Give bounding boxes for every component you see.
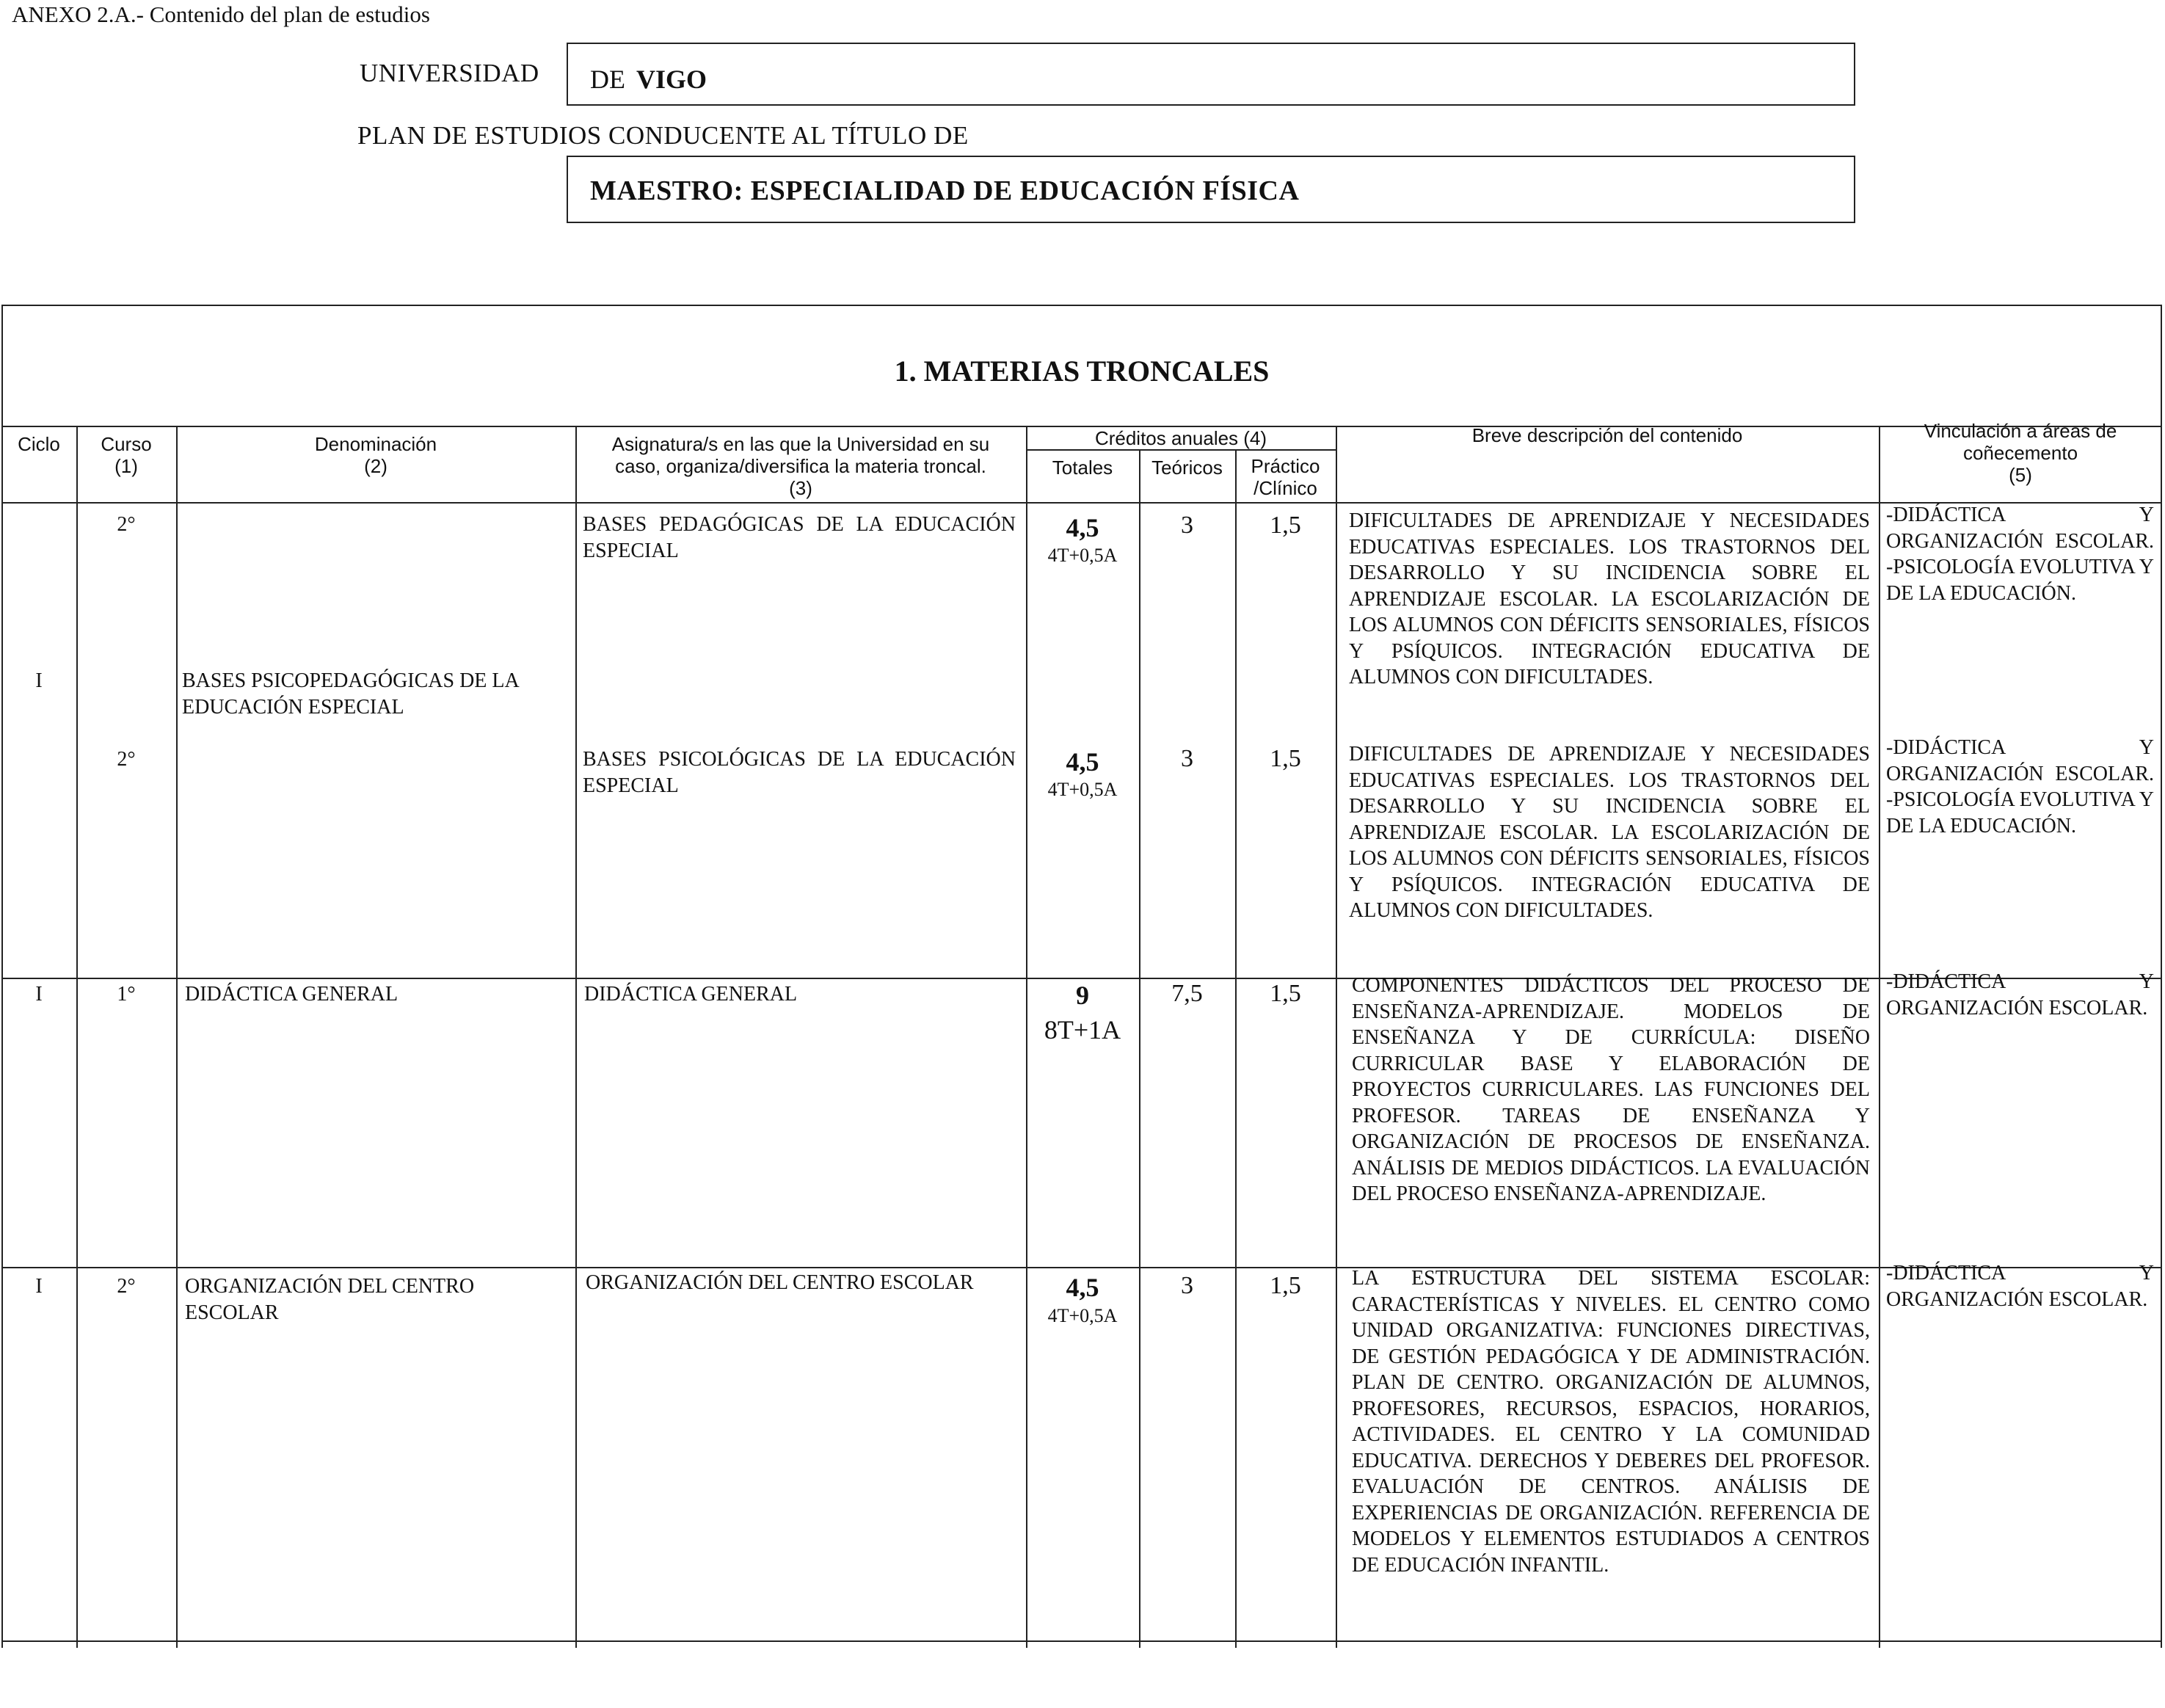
plan-label: PLAN DE ESTUDIOS CONDUCENTE AL TÍTULO DE <box>357 121 969 150</box>
col-denominacion-note: (2) <box>364 455 387 477</box>
row1b-vinculacion: -DIDÁCTICA Y ORGANIZACIÓN ESCOLAR. -PSICOLOGÍA EVOLUTIVA Y DE LA EDUCACIÓN. <box>1886 736 2154 837</box>
col-vinculacion-line2: coñecemento <box>1962 442 2078 464</box>
row2-curso: 1° <box>117 983 136 1006</box>
row3-curso: 2° <box>117 1275 136 1298</box>
col-practico <box>1237 455 1334 499</box>
col-creditos: Créditos anuales (4) <box>1094 427 1267 449</box>
university-label: UNIVERSIDAD <box>360 59 539 87</box>
row1b-descripcion: DIFICULTADES DE APRENDIZAJE Y NECESIDADES EDUCATIVAS ESPECIALES. LOS TRASTORNOS DEL DESARROLLO Y SU INCIDENCIA SOBRE EL APRENDIZAJE ESCOLAR. LA ESCOLARIZACIÓN DE LOS ALUMNOS CON DÉFICITS SENSORIALES, FÍSICOS Y PSÍQUICOS. INTEGRACIÓN EDUCATIVA DE ALUMNOS CON DIFICULTADES. <box>1349 743 1870 922</box>
row3-ciclo: I <box>35 1275 43 1298</box>
row2-teoricos: 7,5 <box>1171 980 1203 1007</box>
col-vinculacion-note: (5) <box>2009 464 2032 486</box>
university-value <box>590 64 707 95</box>
row1b-curso: 2° <box>117 748 136 771</box>
row3-asignatura: ORGANIZACIÓN DEL CENTRO ESCOLAR <box>586 1271 974 1294</box>
col-asignatura <box>577 433 1025 499</box>
row3-denominacion: ORGANIZACIÓN DEL CENTRO ESCOLAR <box>185 1275 475 1324</box>
row1a-vinculacion: -DIDÁCTICA Y ORGANIZACIÓN ESCOLAR. -PSICOLOGÍA EVOLUTIVA Y DE LA EDUCACIÓN. <box>1886 504 2154 605</box>
row3-desglose: 4T+0,5A <box>1047 1305 1118 1326</box>
row3-totales: 4,5 <box>1066 1273 1099 1302</box>
university-prefix: DE <box>590 65 625 94</box>
col-curso-note: (1) <box>114 455 138 477</box>
row3-teoricos: 3 <box>1181 1272 1193 1299</box>
row3-descripcion: LA ESTRUCTURA DEL SISTEMA ESCOLAR: CARACTERÍSTICAS Y NIVELES. EL CENTRO COMO UNIDAD ORGANIZATIVA: FUNCIONES DIRECTIVAS, DE GESTIÓN PEDAGÓGICA Y DE ADMINISTRACIÓN. PLAN DE CENTRO. ORGANIZACIÓN DE ALUMNOS, PROFESORES, RECURSOS, ESPACIOS, HORARIOS, ACTIVIDADES. EL CENTRO Y LA COMUNIDAD EDUCATIVA. DERECHOS Y DEBERES DEL PROFESOR. EVALUACIÓN DE CENTROS. ANÁLISIS DE EXPERIENCIAS DE ORGANIZACIÓN. REFERENCIA DE MODELOS Y ELEMENTOS ESTUDIADOS A CENTROS DE EDUCACIÓN INFANTIL. <box>1352 1267 1870 1577</box>
row1a-teoricos: 3 <box>1181 512 1193 539</box>
row1a-curso: 2° <box>117 513 136 536</box>
col-denominacion-label: Denominación <box>314 433 437 455</box>
row1a-asignatura: BASES PEDAGÓGICAS DE LA EDUCACIÓN ESPECIAL <box>583 513 1016 562</box>
university-box <box>567 43 1855 106</box>
annex-heading: ANEXO 2.A.- Contenido del plan de estudios <box>12 1 430 27</box>
row3-practico: 1,5 <box>1270 1272 1301 1299</box>
col-vinculacion <box>1880 420 2161 486</box>
col-asignatura-note: (3) <box>789 477 812 499</box>
col-asignatura-line1: Asignatura/s en las que la Universidad en su <box>611 433 990 455</box>
col-practico-line2: /Clínico <box>1253 477 1317 499</box>
col-curso <box>78 433 175 477</box>
row2-asignatura: DIDÁCTICA GENERAL <box>584 983 798 1006</box>
col-ciclo: Ciclo <box>18 433 60 455</box>
row1b-practico: 1,5 <box>1270 745 1301 772</box>
row1a-totales: 4,5 <box>1066 513 1099 542</box>
row2-desglose: 8T+1A <box>1044 1015 1121 1044</box>
section-title: 1. MATERIAS TRONCALES <box>894 355 1270 388</box>
row1b-asignatura: BASES PSICOLÓGICAS DE LA EDUCACIÓN ESPECIAL <box>583 748 1016 797</box>
col-vinculacion-line1: Vinculación a áreas de <box>1924 420 2117 442</box>
row1-ciclo: I <box>35 669 43 692</box>
row2-descripcion: COMPONENTES DIDÁCTICOS DEL PROCESO DE ENSEÑANZA-APRENDIZAJE. MODELOS DE ENSEÑANZA Y DE CURRÍCULA: DISEÑO CURRICULAR BASE Y ELABORACIÓN DE PROYECTOS CURRICULARES. LAS FUNCIONES DEL PROFESOR. TAREAS DE ENSEÑANZA Y ORGANIZACIÓN DE PROCESOS DE ENSEÑANZA. ANÁLISIS DE MEDIOS DIDÁCTICOS. LA EVALUACIÓN DEL PROCESO ENSEÑANZA-APRENDIZAJE. <box>1352 974 1870 1205</box>
col-totales: Totales <box>1052 457 1113 479</box>
row2-practico: 1,5 <box>1270 980 1301 1007</box>
row2-vinculacion: -DIDÁCTICA Y ORGANIZACIÓN ESCOLAR. <box>1886 970 2154 1020</box>
row2-totales: 9 <box>1076 981 1089 1010</box>
row1b-totales: 4,5 <box>1066 747 1099 777</box>
row1b-teoricos: 3 <box>1181 745 1193 772</box>
col-curso-label: Curso <box>101 433 152 455</box>
row2-ciclo: I <box>35 983 43 1006</box>
row1b-desglose: 4T+0,5A <box>1047 779 1118 800</box>
university-name: VIGO <box>636 65 707 94</box>
col-asignatura-line2: caso, organiza/diversifica la materia troncal. <box>615 455 986 477</box>
degree-title-box <box>567 156 1855 223</box>
col-descripcion: Breve descripción del contenido <box>1471 424 1743 446</box>
row1a-desglose: 4T+0,5A <box>1047 545 1118 566</box>
row1-denominacion: BASES PSICOPEDAGÓGICAS DE LA EDUCACIÓN ESPECIAL <box>182 669 519 719</box>
row3-vinculacion: -DIDÁCTICA Y ORGANIZACIÓN ESCOLAR. <box>1886 1262 2154 1311</box>
degree-title: MAESTRO: ESPECIALIDAD DE EDUCACIÓN FÍSICA <box>590 175 1300 206</box>
col-practico-line1: Práctico <box>1251 455 1320 477</box>
col-teoricos: Teóricos <box>1151 457 1223 479</box>
row1a-practico: 1,5 <box>1270 512 1301 539</box>
col-denominacion <box>178 433 574 477</box>
row1a-descripcion: DIFICULTADES DE APRENDIZAJE Y NECESIDADES EDUCATIVAS ESPECIALES. LOS TRASTORNOS DEL DESARROLLO Y SU INCIDENCIA SOBRE EL APRENDIZAJE ESCOLAR. LA ESCOLARIZACIÓN DE LOS ALUMNOS CON DÉFICITS SENSORIALES, FÍSICOS Y PSÍQUICOS. INTEGRACIÓN EDUCATIVA DE ALUMNOS CON DIFICULTADES. <box>1349 509 1870 688</box>
row2-denominacion: DIDÁCTICA GENERAL <box>185 983 399 1006</box>
